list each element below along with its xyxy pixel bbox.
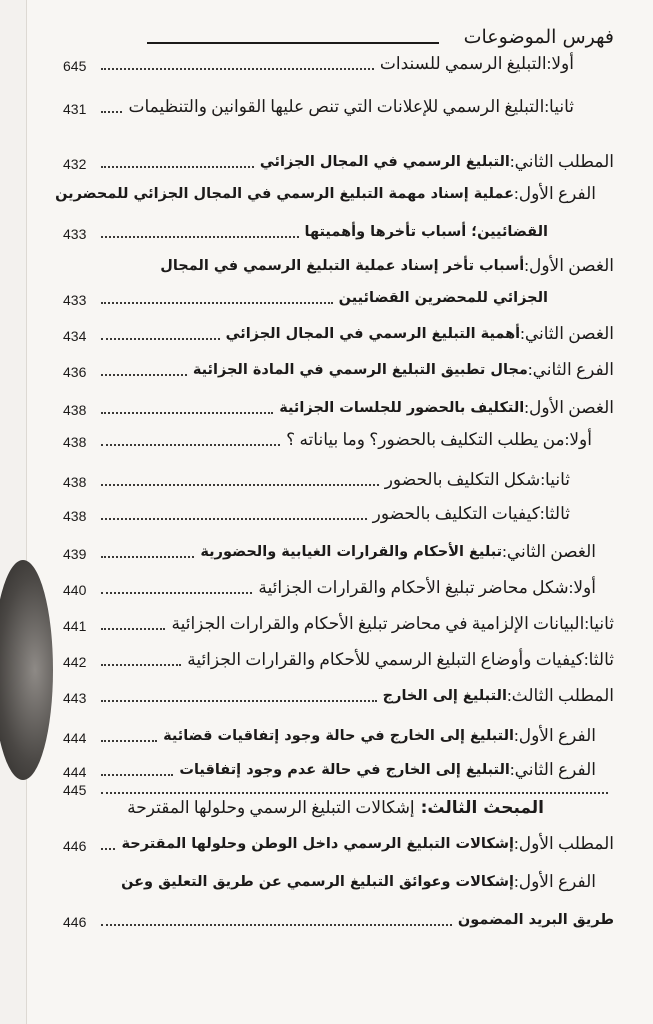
toc-entry-title: التبليغ إلى الخارج في حالة وجود إتفاقيات قضائية xyxy=(163,728,515,744)
page-number: 434 xyxy=(63,328,87,344)
page-number: 432 xyxy=(63,156,87,172)
dot-leader xyxy=(101,740,157,742)
toc-entry xyxy=(63,150,614,174)
toc-entry-title: إشكالات وعوائق التبليغ الرسمي عن طريق التعليق وعن xyxy=(121,874,515,890)
section-heading xyxy=(63,796,614,820)
toc-entry-title: مجال تطبيق التبليغ الرسمي في المادة الجزائية xyxy=(192,362,528,378)
toc-entry-title: شكل محاضر تبليغ الأحكام والقرارات الجزائية xyxy=(258,578,569,597)
toc-entry-label: أولا: xyxy=(568,578,596,597)
toc-entry-label: الفرع الأول: xyxy=(514,184,596,203)
toc-entry-label: الغصن الثاني: xyxy=(520,324,614,343)
toc-entry-label: المطلب الثالث: xyxy=(506,686,614,705)
toc-entry xyxy=(55,182,614,206)
toc-entry xyxy=(63,428,614,452)
toc-entry xyxy=(63,684,614,708)
toc-entry-title: التبليغ الرسمي للإعلانات التي تنص عليها القوانين والتنظيمات xyxy=(128,97,545,116)
toc-entry-label: ثالثا: xyxy=(539,504,570,523)
dot-leader xyxy=(101,374,187,376)
toc-entry-title: شكل التكليف بالحضور xyxy=(384,470,541,489)
dot-leader xyxy=(101,412,273,414)
toc-entry-title: القضائيين؛ أسباب تأخرها وأهميتها xyxy=(304,224,548,240)
toc-entry-title: التبليغ إلى الخارج في حالة عدم وجود إتفاقيات xyxy=(179,762,510,778)
dot-leader xyxy=(101,68,374,70)
section-heading-title: إشكالات التبليغ الرسمي وحلولها المقترحة xyxy=(127,798,415,817)
toc-entry-title: البيانات الإلزامية في محاضر تبليغ الأحكام والقرارات الجزائية xyxy=(171,614,585,633)
page-number: 431 xyxy=(63,101,87,117)
toc-page xyxy=(26,0,653,1024)
toc-entry xyxy=(63,254,614,278)
section-heading-label: المبحث الثالث: xyxy=(414,798,544,818)
toc-entry-title: أهمية التبليغ الرسمي في المجال الجزائي xyxy=(225,326,521,342)
page-number: 440 xyxy=(63,582,87,598)
dot-leader xyxy=(101,664,181,666)
toc-entry-label: الغصن الثاني: xyxy=(502,542,596,561)
dot-leader xyxy=(101,338,220,340)
toc-entry xyxy=(63,832,614,856)
header-rule xyxy=(147,42,439,44)
page-number: 438 xyxy=(63,402,87,418)
page-number: 438 xyxy=(63,434,87,450)
dot-leader xyxy=(101,792,608,794)
page-number: 438 xyxy=(63,508,87,524)
toc-entry-title: طريق البريد المضمون xyxy=(457,912,614,928)
dot-leader xyxy=(101,484,379,486)
dot-leader xyxy=(101,700,377,702)
toc-entry-label: ثانيا: xyxy=(544,97,574,116)
toc-entry-label: ثانيا: xyxy=(584,614,614,633)
toc-entry-label: الفرع الأول: xyxy=(514,872,596,891)
page-number: 446 xyxy=(63,838,87,854)
page-title: فهرس الموضوعات xyxy=(463,26,614,48)
page-number: 433 xyxy=(63,292,87,308)
toc-entry xyxy=(63,540,614,564)
toc-entry-title: التبليغ الرسمي في المجال الجزائي xyxy=(259,154,510,170)
toc-entry-label: ثانيا: xyxy=(540,470,570,489)
dot-leader xyxy=(101,592,252,594)
page-number: 439 xyxy=(63,546,87,562)
dot-leader xyxy=(101,166,254,168)
toc-entry-title: كيفيات وأوضاع التبليغ الرسمي للأحكام والقرارات الجزائية xyxy=(187,650,584,669)
toc-entry xyxy=(63,52,614,76)
page-number: 433 xyxy=(63,226,87,242)
toc-entry-title: الجزائي للمحضرين القضائيين xyxy=(338,290,548,306)
toc-entry xyxy=(63,908,614,932)
toc-entry-label: الفرع الأول: xyxy=(514,726,596,745)
toc-entry-title: التبليغ إلى الخارج xyxy=(382,688,507,704)
toc-entry-label: أولا: xyxy=(546,54,574,73)
toc-entry-title: كيفيات التكليف بالحضور xyxy=(372,504,540,523)
dot-leader xyxy=(101,302,333,304)
toc-entry xyxy=(63,468,614,492)
toc-entry-label: الفرع الثاني: xyxy=(527,360,614,379)
page-number: 441 xyxy=(63,618,87,634)
toc-entry-label: الغصن الأول: xyxy=(524,256,614,275)
page-number: 445 xyxy=(63,782,87,798)
toc-entry xyxy=(63,396,614,420)
dot-leader xyxy=(101,444,280,446)
toc-entry xyxy=(63,612,614,636)
toc-entry-title: تبليغ الأحكام والقرارات الغيابية والحضورية xyxy=(200,544,503,560)
toc-entry xyxy=(63,870,614,894)
toc-entry-label: الغصن الأول: xyxy=(524,398,614,417)
page-number: 436 xyxy=(63,364,87,380)
dot-leader xyxy=(101,628,165,630)
toc-entry xyxy=(63,220,614,244)
toc-entry xyxy=(63,648,614,672)
toc-entry-title: التبليغ الرسمي للسندات xyxy=(379,54,547,73)
page-number: 442 xyxy=(63,654,87,670)
dot-leader xyxy=(101,848,115,850)
toc-entry-label: أولا: xyxy=(564,430,592,449)
toc-entry-title: أسباب تأخر إسناد عملية التبليغ الرسمي في المجال xyxy=(160,258,525,274)
page-number: 444 xyxy=(63,730,87,746)
page-number: 444 xyxy=(63,764,87,780)
toc-entry xyxy=(63,95,614,119)
dot-leader xyxy=(101,236,299,238)
toc-entry xyxy=(63,502,614,526)
dot-leader xyxy=(101,111,122,113)
toc-entry xyxy=(63,286,614,310)
toc-entry-label: ثالثا: xyxy=(583,650,614,669)
toc-entry-title: من يطلب التكليف بالحضور؟ وما بياناته ؟ xyxy=(286,430,565,449)
toc-entry-title: عملية إسناد مهمة التبليغ الرسمي في المجال الجزائي للمحضرين xyxy=(55,186,515,202)
toc-entry-title: إشكالات التبليغ الرسمي داخل الوطن وحلولها المقترحة xyxy=(121,836,515,852)
page-number: 438 xyxy=(63,474,87,490)
page-number: 446 xyxy=(63,914,87,930)
page-curl-shadow xyxy=(0,560,53,780)
toc-entry-label: المطلب الثاني: xyxy=(509,152,614,171)
page-number: 443 xyxy=(63,690,87,706)
toc-entry xyxy=(63,358,614,382)
dot-leader xyxy=(101,924,452,926)
page-number: 645 xyxy=(63,58,87,74)
toc-entry-label: المطلب الأول: xyxy=(514,834,614,853)
toc-entry xyxy=(63,724,614,748)
dot-leader xyxy=(101,556,194,558)
toc-entry xyxy=(63,576,614,600)
toc-entry-title: التكليف بالحضور للجلسات الجزائية xyxy=(279,400,525,416)
dot-leader xyxy=(101,518,367,520)
toc-entry-label: الفرع الثاني: xyxy=(509,760,596,779)
toc-entry xyxy=(63,322,614,346)
